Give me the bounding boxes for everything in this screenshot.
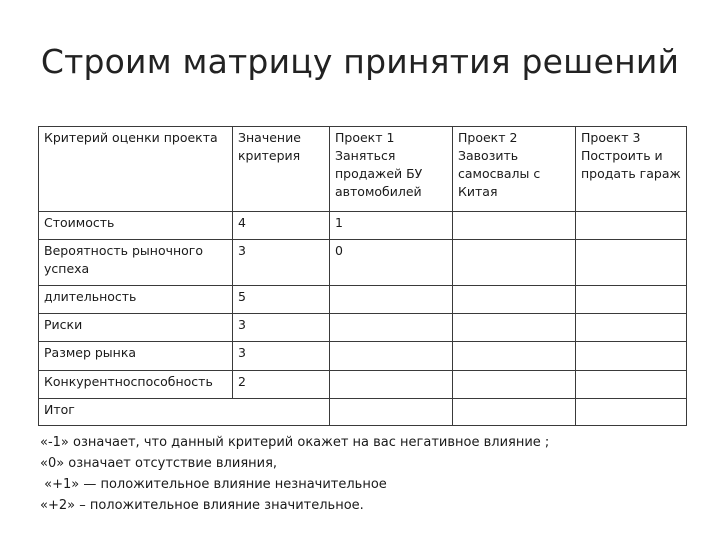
- project-1-cell: [330, 342, 453, 371]
- project-2-cell: [453, 342, 576, 371]
- project-3-cell: [576, 240, 687, 286]
- project-3-cell: [576, 212, 687, 240]
- project-3-cell: [576, 314, 687, 342]
- header-criterion-value: Значение критерия: [233, 127, 330, 212]
- value-cell: 3: [233, 342, 330, 371]
- header-criterion: Критерий оценки проекта: [39, 127, 233, 212]
- decision-matrix-table: [38, 126, 687, 426]
- slide-title: Строим матрицу принятия решений: [40, 42, 680, 81]
- project-2-cell: [453, 286, 576, 314]
- table-total-row: [39, 399, 687, 426]
- project-3-cell: [576, 371, 687, 399]
- value-cell: 4: [233, 212, 330, 240]
- total-project-2-cell: [453, 399, 576, 426]
- criterion-cell: Конкурентноспособность: [39, 371, 233, 399]
- header-project-1: Проект 1 Заняться продажей БУ автомобилей: [330, 127, 453, 212]
- legend-notes: [40, 432, 549, 516]
- table-row: [39, 240, 687, 286]
- header-project-2: Проект 2 Завозить самосвалы с Китая: [453, 127, 576, 212]
- table-row: [39, 342, 687, 371]
- project-1-cell: [330, 314, 453, 342]
- total-value-cell: [233, 399, 330, 426]
- total-project-3-cell: [576, 399, 687, 426]
- project-2-cell: [453, 212, 576, 240]
- note-plus-one: «+1» — положительное влияние незначительное: [40, 477, 387, 492]
- project-2-cell: [453, 240, 576, 286]
- project-1-cell: 1: [330, 212, 453, 240]
- project-3-cell: [576, 342, 687, 371]
- criterion-cell: Вероятность рыночного успеха: [39, 240, 233, 286]
- project-1-cell: 0: [330, 240, 453, 286]
- value-cell: 5: [233, 286, 330, 314]
- total-project-1-cell: [330, 399, 453, 426]
- table-row: [39, 286, 687, 314]
- criterion-cell: Риски: [39, 314, 233, 342]
- value-cell: 2: [233, 371, 330, 399]
- header-project-3: Проект 3 Построить и продать гараж: [576, 127, 687, 212]
- value-cell: 3: [233, 240, 330, 286]
- criterion-cell: длительность: [39, 286, 233, 314]
- project-2-cell: [453, 371, 576, 399]
- project-2-cell: [453, 314, 576, 342]
- total-label-cell: Итог: [39, 399, 233, 426]
- project-1-cell: [330, 371, 453, 399]
- table-row: [39, 371, 687, 399]
- criterion-cell: Стоимость: [39, 212, 233, 240]
- project-3-cell: [576, 286, 687, 314]
- note-zero: «0» означает отсутствие влияния,: [40, 456, 278, 471]
- table-row: [39, 212, 687, 240]
- note-plus-two: «+2» – положительное влияние значительное.: [40, 498, 364, 513]
- criterion-cell: Размер рынка: [39, 342, 233, 371]
- project-1-cell: [330, 286, 453, 314]
- table-row: [39, 314, 687, 342]
- value-cell: 3: [233, 314, 330, 342]
- note-minus-one: «-1» означает, что данный критерий окажет на вас негативное влияние ;: [40, 435, 550, 450]
- table-header-row: [39, 127, 687, 212]
